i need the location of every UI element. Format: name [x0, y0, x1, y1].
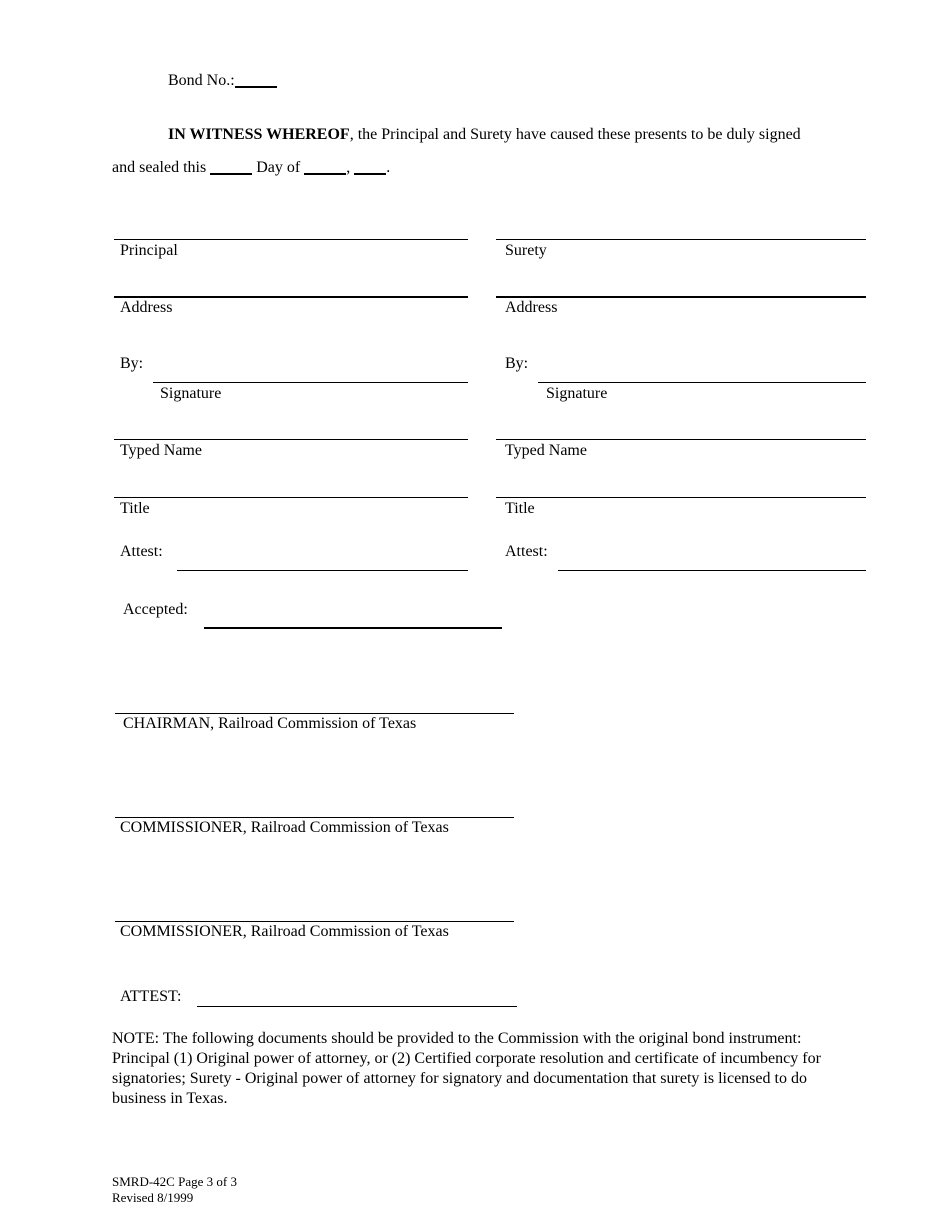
surety-label: Surety: [505, 242, 547, 259]
principal-title-line[interactable]: [114, 497, 468, 498]
witness-line-1: [168, 127, 801, 143]
note-paragraph: NOTE: The following documents should be provided to the Commission with the original bond instrument: Principal (1) Original power of attorney, or (2) Certified corporate resolution and certificate of incumbency for signatories; Surety - Original power of attorney for signatory and documentation that surety is licensed to do business in Texas.: [112, 1030, 821, 1107]
principal-typed-name-line[interactable]: [114, 439, 468, 440]
surety-title-line[interactable]: [496, 497, 866, 498]
principal-signature-line[interactable]: [153, 382, 468, 383]
surety-signature-line[interactable]: [538, 382, 866, 383]
form-page-number: SMRD-42C Page 3 of 3: [112, 1174, 237, 1189]
commissioner-2-label: COMMISSIONER, Railroad Commission of Texas: [120, 923, 449, 940]
principal-typed-name-label: Typed Name: [120, 442, 202, 459]
surety-attest-line[interactable]: [558, 570, 866, 571]
commissioner-2-signature-line[interactable]: [115, 921, 514, 922]
surety-name-line[interactable]: [496, 239, 866, 240]
surety-typed-name-line[interactable]: [496, 439, 866, 440]
principal-attest-line[interactable]: [177, 570, 468, 571]
commissioner-1-signature-line[interactable]: [115, 817, 514, 818]
bond-number-label: Bond No.:: [168, 72, 235, 89]
surety-signature-label: Signature: [546, 385, 608, 402]
bond-number-blank[interactable]: [235, 70, 277, 88]
principal-title-label: Title: [120, 500, 150, 517]
day-blank[interactable]: [210, 157, 252, 175]
witness-line-2: [112, 157, 390, 176]
witness-bold-lead: IN WITNESS WHEREOF: [168, 126, 350, 143]
principal-attest-label: Attest:: [120, 543, 163, 560]
principal-signature-label: Signature: [160, 385, 222, 402]
accepted-label: Accepted:: [123, 601, 188, 618]
surety-by-label: By:: [505, 355, 529, 372]
principal-by-label: By:: [120, 355, 144, 372]
commission-attest-label: ATTEST:: [120, 988, 182, 1005]
commissioner-1-label: COMMISSIONER, Railroad Commission of Texas: [120, 819, 449, 836]
chairman-label: CHAIRMAN, Railroad Commission of Texas: [123, 715, 417, 732]
revision-date: Revised 8/1999: [112, 1190, 194, 1205]
principal-address-line[interactable]: [114, 296, 468, 298]
month-blank[interactable]: [304, 157, 346, 175]
commission-attest-line[interactable]: [197, 1006, 517, 1007]
surety-attest-label: Attest:: [505, 543, 548, 560]
year-blank[interactable]: [354, 157, 386, 175]
surety-address-label: Address: [505, 299, 558, 316]
accepted-line[interactable]: [204, 627, 502, 629]
day-of-label: Day of: [256, 159, 301, 176]
principal-label: Principal: [120, 242, 178, 259]
surety-address-line[interactable]: [496, 296, 866, 298]
principal-name-line[interactable]: [114, 239, 468, 240]
bond-number-field: [168, 70, 277, 89]
comma-text: ,: [346, 159, 351, 176]
surety-typed-name-label: Typed Name: [505, 442, 587, 459]
chairman-signature-line[interactable]: [115, 713, 514, 714]
surety-title-label: Title: [505, 500, 535, 517]
principal-address-label: Address: [120, 299, 173, 316]
period-text: .: [386, 159, 391, 176]
witness-text-2: and sealed this: [112, 159, 207, 176]
witness-text-1: , the Principal and Surety have caused these presents to be duly signed: [349, 126, 801, 143]
